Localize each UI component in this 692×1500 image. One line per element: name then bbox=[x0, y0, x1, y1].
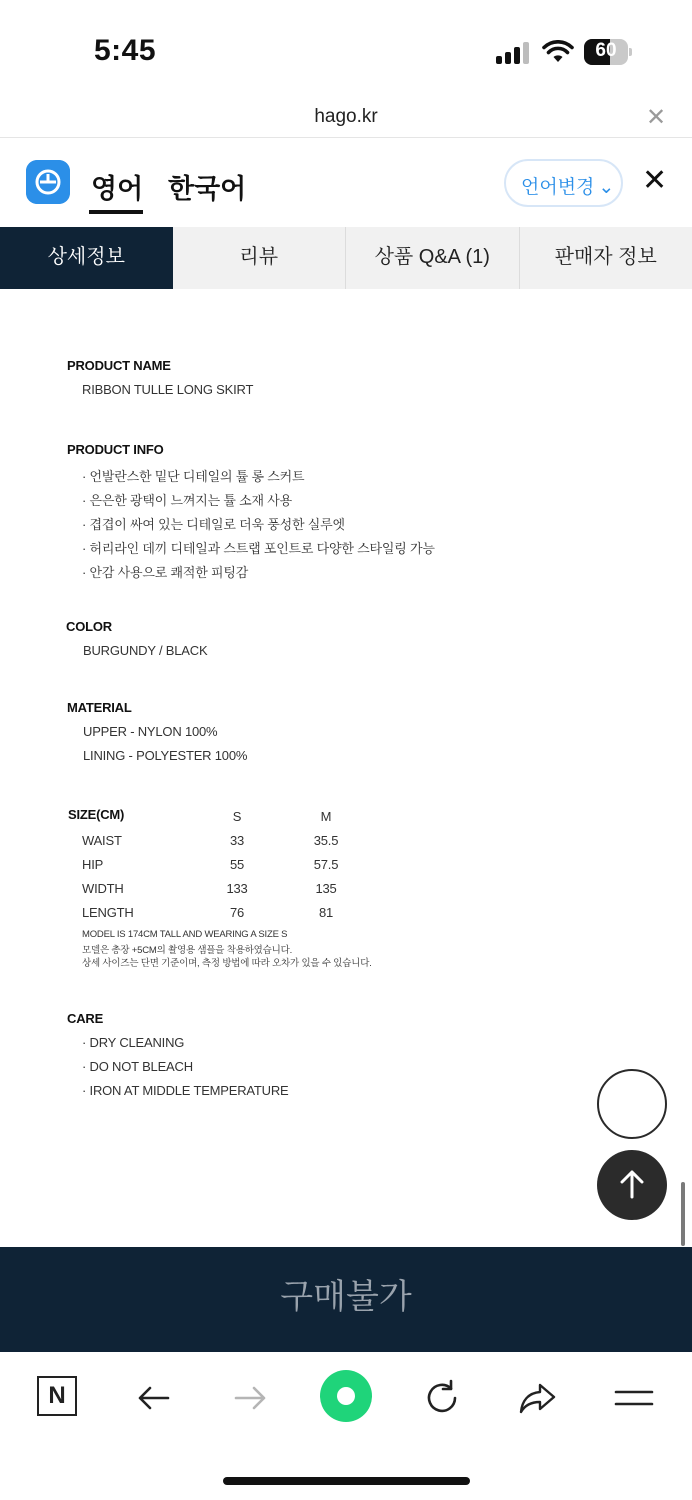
size-row-label: WAIST bbox=[82, 833, 122, 848]
care-title: CARE bbox=[67, 1011, 104, 1026]
purchase-unavailable-button[interactable]: 구매불가 bbox=[0, 1247, 692, 1352]
info-line: · 허리라인 데끼 디테일과 스트랩 포인트로 다양한 스타일링 가능 bbox=[82, 541, 435, 556]
size-cell: 57.5 bbox=[313, 857, 339, 872]
back-arrow-icon[interactable] bbox=[132, 1376, 176, 1420]
status-bar bbox=[0, 0, 692, 100]
info-line: · 안감 사용으로 쾌적한 피팅감 bbox=[82, 565, 249, 580]
clock: 5:45 bbox=[94, 34, 157, 67]
chevron-down-icon: ⌄ bbox=[598, 177, 615, 198]
close-translate-icon[interactable]: ✕ bbox=[642, 164, 668, 197]
material-line: UPPER - NYLON 100% bbox=[83, 724, 218, 739]
cellular-signal-icon bbox=[496, 42, 532, 64]
change-language-label: 언어변경 bbox=[521, 177, 595, 198]
language-tab-korean[interactable]: 한국어 bbox=[168, 174, 247, 204]
size-note: 모델은 총장 +5CM의 촬영용 샘플을 착용하였습니다. bbox=[82, 945, 293, 956]
naver-home-icon[interactable]: N bbox=[37, 1376, 77, 1416]
size-title: SIZE(CM) bbox=[68, 807, 125, 822]
translate-logo-icon bbox=[26, 160, 70, 204]
size-cell: 76 bbox=[229, 905, 245, 920]
battery-icon bbox=[584, 39, 632, 65]
close-icon[interactable]: ✕ bbox=[646, 104, 667, 131]
material-title: MATERIAL bbox=[67, 700, 132, 715]
tab-details[interactable]: 상세정보 bbox=[0, 227, 173, 289]
tab-seller-info[interactable]: 판매자 정보 bbox=[520, 227, 692, 289]
forward-arrow-icon[interactable] bbox=[228, 1376, 272, 1420]
menu-icon[interactable] bbox=[612, 1376, 656, 1420]
size-column-header: M bbox=[320, 809, 332, 824]
info-line: · 언발란스한 밑단 디테일의 튤 롱 스커트 bbox=[82, 469, 305, 484]
change-language-button[interactable] bbox=[504, 159, 623, 207]
size-note: 상세 사이즈는 단면 기준이며, 측정 방법에 따라 오차가 있을 수 있습니다. bbox=[82, 958, 372, 969]
scrollbar[interactable] bbox=[681, 1182, 685, 1246]
size-cell: 55 bbox=[229, 857, 245, 872]
product-name-title: PRODUCT NAME bbox=[67, 358, 171, 373]
product-info-title: PRODUCT INFO bbox=[67, 442, 164, 457]
active-tab-underline bbox=[89, 210, 143, 214]
size-row-label: LENGTH bbox=[82, 905, 134, 920]
size-cell: 35.5 bbox=[313, 833, 339, 848]
url-text[interactable]: hago.kr bbox=[314, 106, 378, 127]
tab-reviews[interactable]: 리뷰 bbox=[173, 227, 347, 289]
translate-bar bbox=[0, 139, 692, 227]
info-line: · 은은한 광택이 느껴지는 튤 소재 사용 bbox=[82, 493, 292, 508]
product-name: RIBBON TULLE LONG SKIRT bbox=[82, 382, 254, 397]
size-cell: 33 bbox=[229, 833, 245, 848]
size-row-label: HIP bbox=[82, 857, 104, 872]
size-column-header: S bbox=[232, 809, 242, 824]
material-line: LINING - POLYESTER 100% bbox=[83, 748, 248, 763]
language-tab-english[interactable]: 영어 bbox=[91, 174, 144, 204]
url-bar[interactable] bbox=[0, 100, 692, 138]
color-value: BURGUNDY / BLACK bbox=[83, 643, 208, 658]
size-row-label: WIDTH bbox=[82, 881, 124, 896]
scroll-to-top-button[interactable] bbox=[597, 1150, 667, 1220]
tab-qna[interactable]: 상품 Q&A (1) bbox=[346, 227, 520, 289]
wifi-icon bbox=[542, 40, 574, 64]
battery-percent: 60 bbox=[595, 40, 617, 61]
care-line: · DRY CLEANING bbox=[82, 1035, 185, 1050]
size-cell: 135 bbox=[315, 881, 337, 896]
info-line: · 겹겹이 싸여 있는 디테일로 더욱 풍성한 실루엣 bbox=[82, 517, 345, 532]
care-line: · DO NOT BLEACH bbox=[82, 1059, 193, 1074]
floating-button[interactable] bbox=[597, 1069, 667, 1139]
refresh-icon[interactable] bbox=[420, 1376, 464, 1420]
green-dot-button[interactable] bbox=[320, 1370, 372, 1422]
arrow-up-icon bbox=[597, 1150, 667, 1220]
size-note: MODEL IS 174CM TALL AND WEARING A SIZE S bbox=[82, 929, 288, 940]
home-indicator bbox=[223, 1477, 470, 1485]
share-icon[interactable] bbox=[516, 1376, 560, 1420]
product-tabs bbox=[0, 227, 692, 289]
color-title: COLOR bbox=[66, 619, 112, 634]
care-line: · IRON AT MIDDLE TEMPERATURE bbox=[82, 1083, 289, 1098]
browser-toolbar bbox=[0, 1352, 692, 1500]
size-cell: 81 bbox=[318, 905, 334, 920]
size-cell: 133 bbox=[226, 881, 248, 896]
